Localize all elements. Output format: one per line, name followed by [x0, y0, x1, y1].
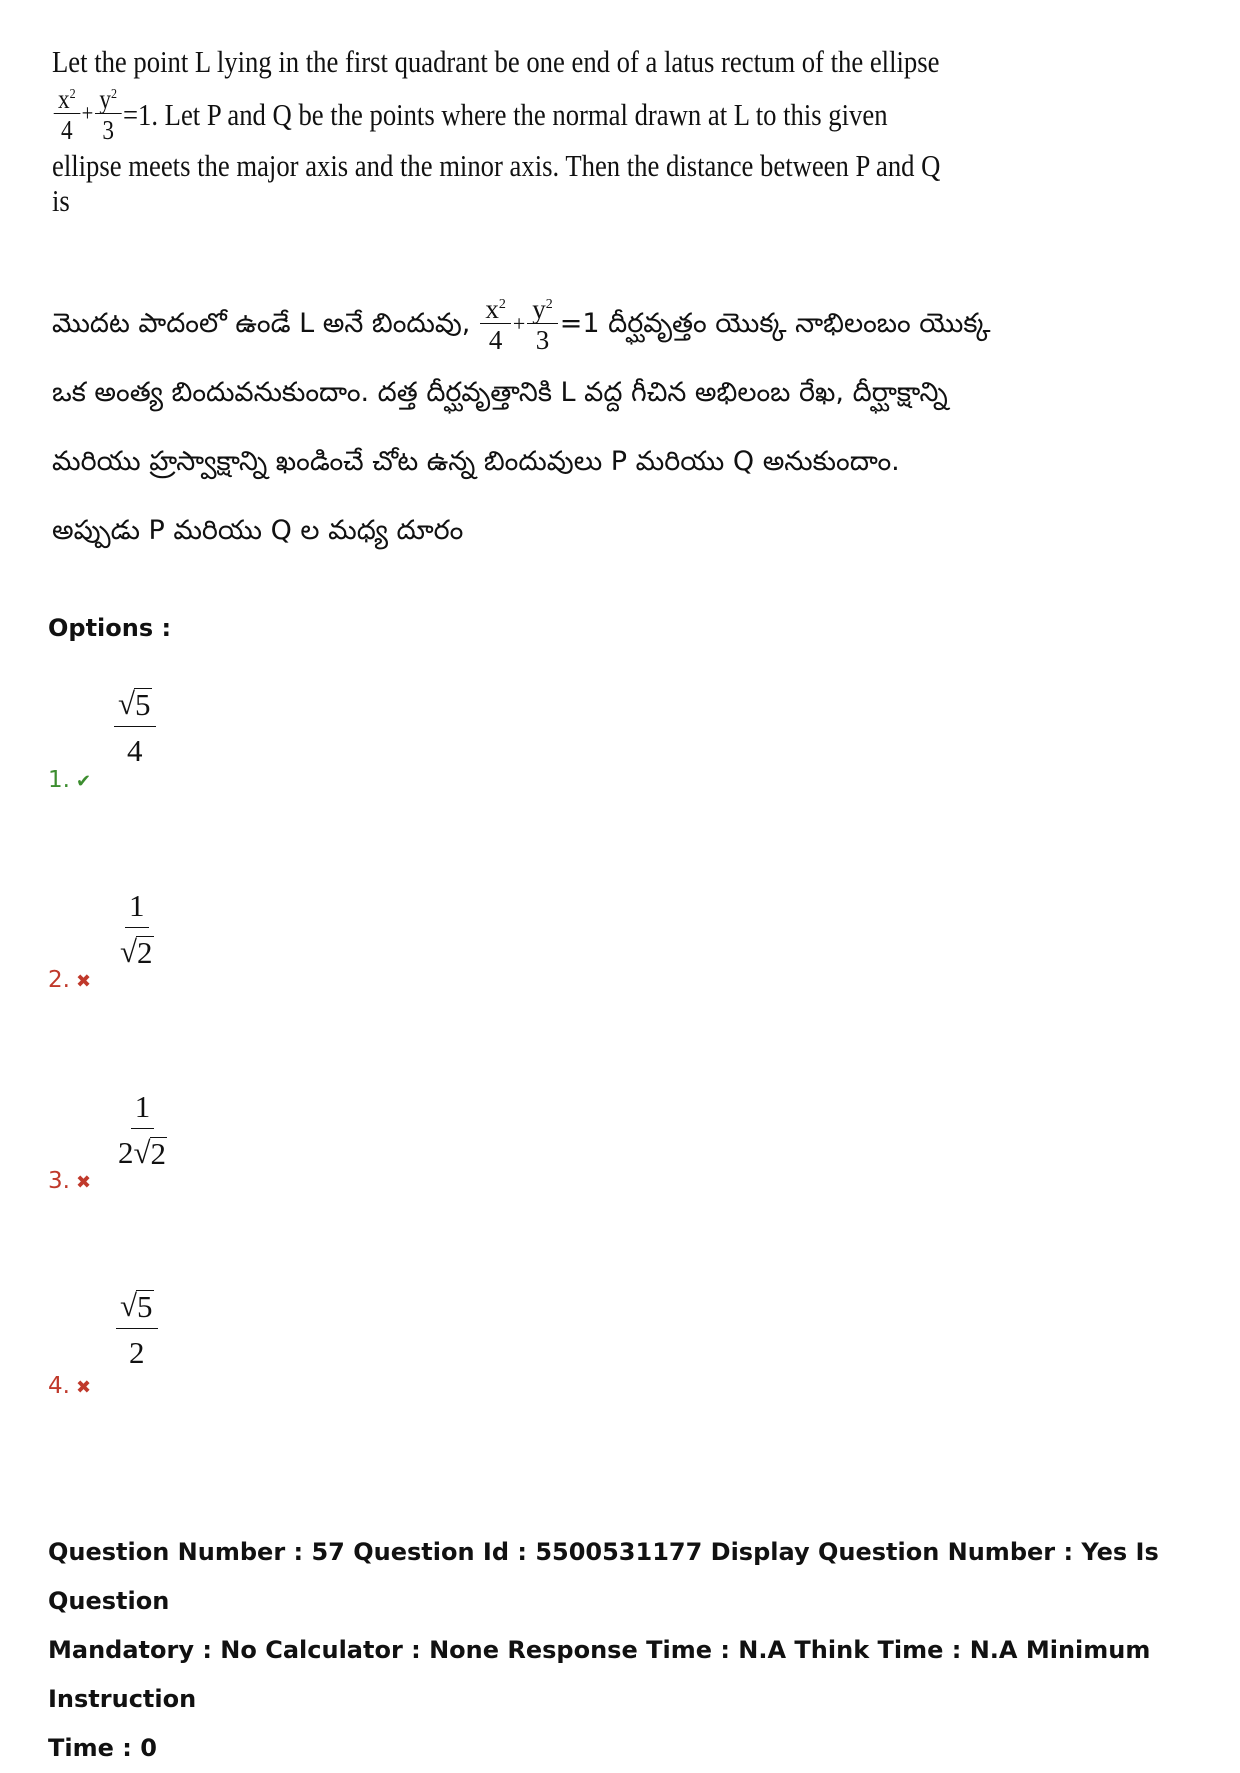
check-icon: ✔: [75, 771, 92, 792]
option-1[interactable]: [48, 682, 448, 802]
option-3-value: 1 2 √ 2: [118, 1089, 167, 1171]
telugu-line-3: మరియు హ్రస్వాక్షాన్ని ఖండించే చోట ఉన్న బిందువులు P మరియు Q అనుకుందాం.: [52, 446, 900, 478]
metadata-line-3: Time : 0: [48, 1734, 157, 1762]
telugu-fraction-x2-over-4: $\frac{x^2}{4}$: [480, 296, 511, 354]
telugu-fraction-y2-over-3: $\frac{y^2}{3}$: [527, 296, 558, 354]
telugu-line-1: మొదట పాదంలో ఉండే L అనే బిందువు, $\frac{x^2}{4}$ + $\frac{y^2}{3}$ =1 దీర్ఘవృత్తం యొక్క నాభిలంబం యొక్క: [52, 293, 991, 355]
option-4-number: 4. ✖: [48, 1373, 92, 1399]
option-1-number: 1. ✔: [48, 767, 92, 793]
option-2-value: 1 √ 2: [120, 888, 153, 970]
question-metadata: [48, 1528, 1208, 1773]
question-line-4: is: [52, 183, 70, 219]
fraction-y2-over-3: $\frac{y^2}{3}$: [95, 86, 121, 144]
telugu-line-2: ఒక అంత్య బిందువనుకుందాం. దత్త దీర్ఘవృత్తానికి L వద్ద గీచిన అభిలంబ రేఖ, దీర్ఘాక్షాన్ని: [52, 377, 948, 409]
option-2-number: 2. ✖: [48, 967, 92, 993]
option-3[interactable]: [48, 1083, 448, 1203]
cross-icon: ✖: [75, 1377, 92, 1398]
options-label: Options :: [48, 614, 172, 642]
plus-sign: +: [81, 100, 94, 127]
equation-tail: =1. Let P and Q be the points where the normal drawn at L to this given: [122, 96, 888, 132]
question-line-2: [52, 83, 888, 145]
metadata-line-2: Mandatory : No Calculator : None Response Time : N.A Think Time : N.A Minimum Instruction: [48, 1636, 1151, 1713]
option-2[interactable]: [48, 882, 448, 1002]
question-text-english: [52, 44, 941, 219]
cross-icon: ✖: [75, 971, 92, 992]
question-line-1: Let the point L lying in the first quadrant be one end of a latus rectum of the ellipse: [52, 44, 940, 79]
option-4-value: √ 5 2: [116, 1290, 158, 1368]
telugu-line-4: అప్పుడు P మరియు Q ల మధ్య దూరం: [52, 515, 464, 547]
cross-icon: ✖: [75, 1172, 92, 1193]
option-3-number: 3. ✖: [48, 1168, 92, 1194]
option-4[interactable]: [48, 1288, 448, 1408]
fraction-x2-over-4: $\frac{x^2}{4}$: [54, 86, 80, 144]
question-text-telugu: [52, 290, 1052, 566]
question-line-3: ellipse meets the major axis and the minor axis. Then the distance between P and Q: [52, 147, 941, 183]
option-1-value: √ 5 4: [114, 688, 156, 766]
metadata-line-1: Question Number : 57 Question Id : 5500531177 Display Question Number : Yes Is Question: [48, 1538, 1159, 1615]
